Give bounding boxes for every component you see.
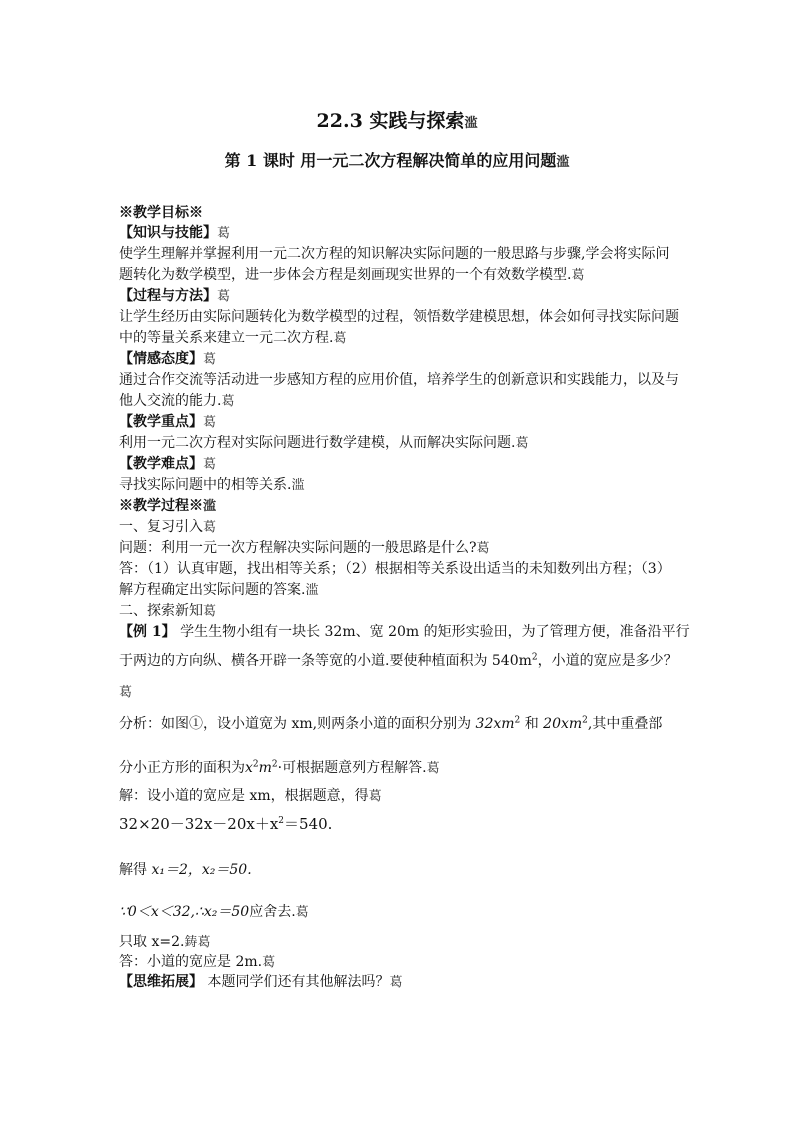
analysis-line-1: 分析：如图①，设小道宽为 xm,则两条小道的面积分别为 $32xm^2$ 和 $20xm^2$,其中重叠部	[119, 715, 663, 732]
review-question: 问题：利用一元一次方程解决实际问题的一般思路是什么?葛	[119, 540, 490, 556]
review-heading: 一、复习引入葛	[119, 519, 217, 535]
explore-heading: 二、探索新知葛	[119, 603, 217, 619]
process-label: 【过程与方法】葛	[119, 288, 231, 304]
example-1-line-2: 于两边的方向纵、横各开辟一条等宽的小道.要使种植面积为 $540m^2$，小道的宽应是多少？	[119, 652, 678, 669]
solution-equation: $32\times 20-32x-20x+x^2=540$.	[119, 815, 333, 833]
process-heading: ※教学过程※滥	[119, 498, 217, 514]
solution-answer: 答：小道的宽应是 2m.葛	[119, 954, 276, 970]
solution-only-take: 只取 x=2.鋳葛	[119, 934, 211, 950]
attitude-label: 【情感态度】葛	[119, 351, 217, 367]
key-label: 【教学重点】葛	[119, 414, 217, 430]
knowledge-label: 【知识与技能】葛	[119, 225, 231, 241]
page-title: 22.3 实践与探索滥	[316, 110, 478, 132]
example-1-line-1: 【例 1】 学生生物小组有一块长 32m、宽 20m 的矩形实验田，为了管理方便，准备沿平行	[119, 624, 690, 640]
process-text-2: 中的等量关系来建立一元二次方程.葛	[119, 330, 347, 346]
solution-condition: ∵0＜x＜32,∴x₂＝50应舍去.葛	[119, 904, 309, 920]
difficulty-label: 【教学难点】葛	[119, 456, 217, 472]
knowledge-text-2: 题转化为数学模型，进一步体会方程是刻画现实世界的一个有效数学模型.葛	[119, 267, 585, 283]
extension-line: 【思维拓展】 本题同学们还有其他解法吗？葛	[119, 974, 403, 990]
solution-roots: 解得 x₁＝2，x₂＝50.	[119, 862, 252, 878]
process-text-1: 让学生经历由实际问题转化为数学模型的过程，领悟数学建模思想，体会如何寻找实际问题	[119, 309, 679, 325]
goals-heading: ※教学目标※	[119, 205, 203, 221]
page-subtitle: 第 1 课时 用一元二次方程解决简单的应用问题滥	[224, 151, 570, 170]
difficulty-text: 寻找实际问题中的相等关系.滥	[119, 477, 305, 493]
solution-line-1: 解：设小道的宽应是 xm，根据题意，得葛	[119, 788, 382, 804]
key-text: 利用一元二次方程对实际问题进行数学建模，从而解决实际问题.葛	[119, 435, 529, 451]
knowledge-text-1: 使学生理解并掌握利用一元二次方程的知识解决实际问题的一般思路与步骤,学会将实际问	[119, 246, 670, 262]
review-answer-1: 答：（1）认真审题，找出相等关系；（2）根据相等关系设出适当的未知数列出方程；（3）	[119, 561, 671, 577]
analysis-line-2: 分小正方形的面积为$x^2m^2\cdot$可根据题意列方程解答.葛	[119, 759, 440, 776]
review-answer-2: 解方程确定出实际问题的答案.滥	[119, 582, 319, 598]
example-1-marker: 葛	[119, 685, 133, 700]
attitude-text-1: 通过合作交流等活动进一步感知方程的应用价值，培养学生的创新意识和实践能力，以及与	[119, 372, 679, 388]
attitude-text-2: 他人交流的能力.葛	[119, 393, 235, 409]
